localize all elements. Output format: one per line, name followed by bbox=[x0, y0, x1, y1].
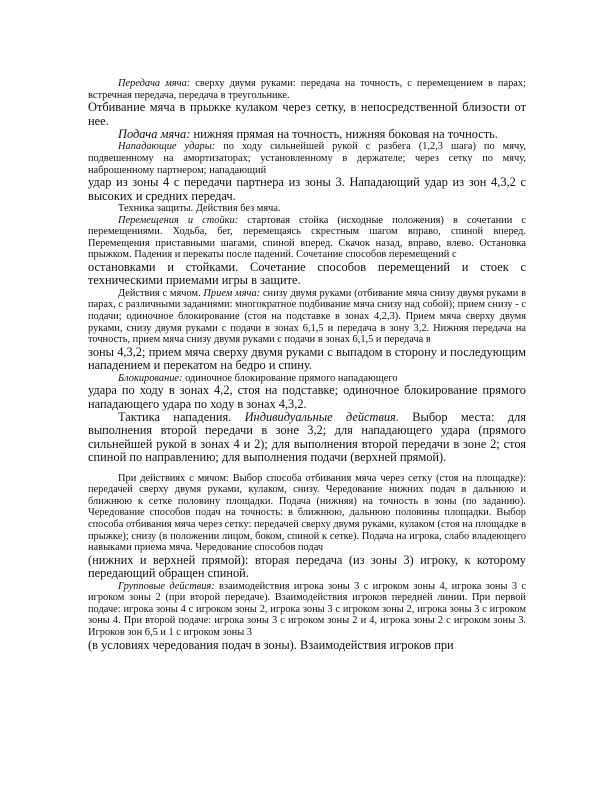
paragraph-text: Тактика нападения. bbox=[118, 409, 245, 424]
paragraph bbox=[88, 639, 526, 652]
paragraph-text: удара по ходу в зонах 4,2, стоя на подставке; одиночное блокирование прямого нападающего удара по ходу в зонах 4,3,2. bbox=[88, 383, 526, 411]
paragraph-text: Отбивание мяча в прыжке кулаком через сетку, в непосредственной близости от нее. bbox=[88, 100, 526, 128]
paragraph-text: удар из зоны 4 с передачи партнера из зоны 3. Нападающий удар из зон 4,3,2 с высоких и средних передач. bbox=[88, 175, 526, 203]
paragraph bbox=[88, 78, 526, 101]
paragraph bbox=[88, 346, 526, 373]
paragraph-text: При действиях с мячом: Выбор способа отбивания мяча через сетку (стоя на площадке): передачей сверху двумя руками, кулаком, снизу. Чередование нижних подач в дальнюю и ближнюю к сетке половину площадки. Подача (нижняя) на точность в зоны (по заданию). Чередование способов подач на точность: в ближнюю, дальнюю половины площадки. Выбор способа отбивания мяча через сетку: передачей сверху двумя руками, кулаком (стоя на площадке в прыжке); снизу (в положении лицом, боком, спиной к сетке). Подача на игрока, слабо владеющего навыками приема мяча. Чередование способов подач bbox=[88, 472, 526, 554]
paragraph-text: (нижних и верхней прямой): вторая передача (из зоны 3) игроку, к которому передающий обращен спиной. bbox=[88, 552, 526, 581]
paragraph bbox=[88, 215, 526, 261]
italic-heading: Индивидуальные действия. bbox=[244, 409, 399, 424]
paragraph-text: взаимодействия игрока зоны 3 с игроком зоны 4, игрока зоны 3 с игроком зоны 2 (при второй передаче). Взаимодействия игроков передней линии. При первой подаче: игрока зоны 4 с игроком зоны 2, игрока зоны 3 с игроком зоны 2, игрока зоны 3 с игроком зоны 4. При второй подаче: игрока зоны 3 с игроком зоны 2 и 4, игрока зоны 2 с игроком зоны 3. Игроков зон 6,5 и 1 с игроком зоны 3 bbox=[88, 580, 527, 638]
paragraph bbox=[88, 203, 526, 215]
document-body bbox=[88, 78, 526, 652]
paragraph bbox=[88, 261, 526, 288]
italic-heading: Блокирование: bbox=[118, 372, 183, 384]
paragraph bbox=[88, 176, 526, 203]
paragraph-text: зоны 4,3,2; прием мяча сверху двумя руками с выпадом в сторону и последующим нападением и перекатом на бедро и спину. bbox=[88, 344, 526, 373]
paragraph-text: остановками и стойками. Сочетание способов перемещений и стоек с техническими приемами игры в защите. bbox=[88, 259, 526, 288]
italic-heading: Передача мяча: bbox=[118, 78, 191, 89]
paragraph bbox=[88, 128, 526, 141]
italic-heading: Перемещения и стойки: bbox=[118, 214, 239, 226]
italic-heading: Прием мяча: bbox=[203, 287, 261, 299]
paragraph bbox=[88, 473, 526, 554]
paragraph-text: стартовая стойка (исходные положения) в сочетании с перемещениями. Ходьба, бег, перемещаясь скрестным шагом вправо, спиной вперед. Перемещения приставными шагами, спиной вперед. Скачок назад, вправо, влево. Остановка прыжком. Падения и перекаты после падений. Сочетание способов перемещений с bbox=[88, 214, 526, 261]
paragraph-text: по ходу сильнейшей рукой с разбега (1,2,3 шага) по мячу, подвешенному на амортизаторах; установленному в держателе; через сетку по мячу, наброшенному партнером; нападающий bbox=[88, 141, 526, 176]
paragraph-text: (в условиях чередования подач в зоны). Взаимодействия игроков при bbox=[88, 637, 454, 652]
paragraph-text: снизу двумя руками (отбивание мяча снизу двумя руками в парах, с различными заданиями: многократное подбивание мяча снизу над собой); прием снизу - с подачи; одиночное блокирование (стоя на подставке в зонах 4,2,3). Прием мяча сверху двумя руками, снизу двумя руками с подачи в зонах 6,1,5 и передача в зону 3,2. Нижняя передача на точность, прием мяча снизу двумя руками с подачи в зонах 6,1,5 и передача в bbox=[88, 287, 526, 346]
paragraph bbox=[88, 411, 526, 465]
paragraph-text: сверху двумя руками: передача на точность, с перемещением в парах; встречная передача, передача в треугольнике. bbox=[88, 78, 526, 101]
paragraph-text: Действия с мячом. bbox=[118, 287, 204, 299]
paragraph-text: Техника защиты. Действия без мяча. bbox=[118, 203, 281, 214]
paragraph-text: нижняя прямая на точность, нижняя боковая на точность. bbox=[190, 127, 498, 141]
paragraph bbox=[88, 554, 526, 581]
paragraph bbox=[88, 101, 526, 128]
italic-heading: Нападающие удары: bbox=[118, 141, 216, 153]
paragraph-text: Выбор места: для выполнения второй передачи в зоне 3,2; для нападающего удара (прямого сильнейшей рукой в зонах 4 и 2); для выполнения второй передачи в зоне 2; стоя спиной по направлению; для выполнения подачи (верхней прямой). bbox=[88, 409, 526, 465]
paragraph bbox=[88, 141, 526, 176]
italic-heading: Групповые действия: bbox=[118, 580, 215, 592]
italic-heading: Подача мяча: bbox=[118, 127, 191, 141]
paragraph-text: одиночное блокирование прямого нападающего bbox=[182, 372, 398, 384]
paragraph bbox=[88, 581, 526, 639]
paragraph bbox=[88, 288, 526, 346]
paragraph bbox=[88, 384, 526, 411]
